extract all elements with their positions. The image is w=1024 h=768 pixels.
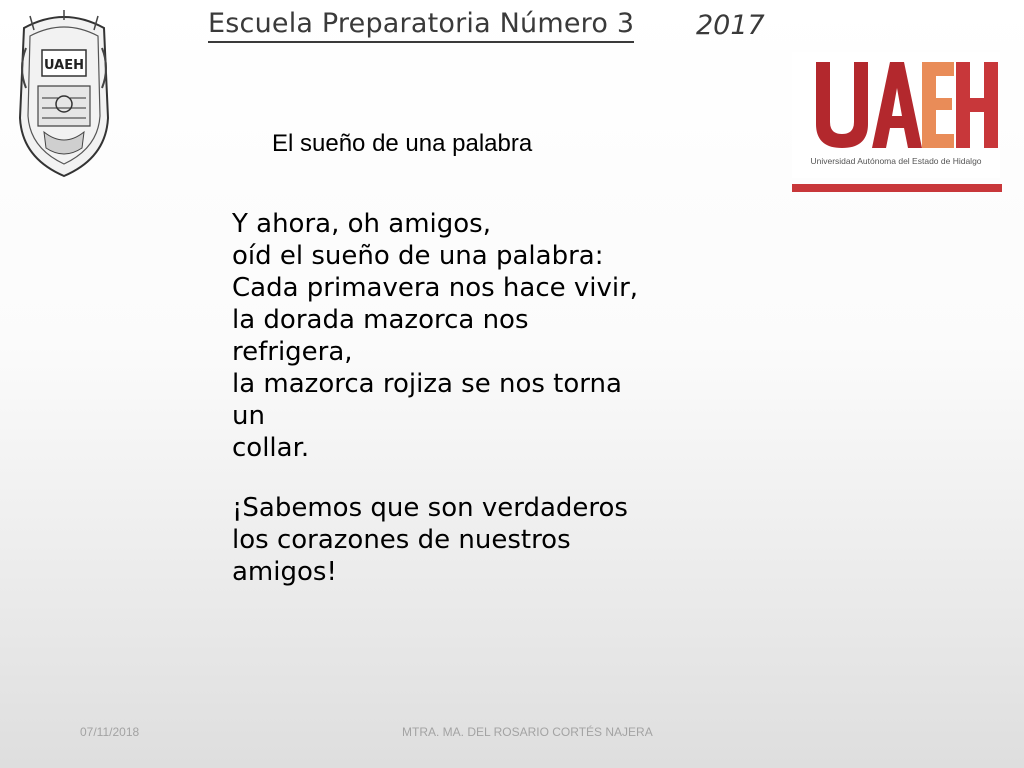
poem-body (232, 208, 652, 588)
poem-line: los corazones de nuestros (232, 525, 571, 555)
footer-date: 07/11/2018 (80, 725, 140, 739)
poem-stanza-1 (232, 208, 652, 464)
uaeh-logo (788, 52, 1004, 196)
crest-icon (12, 8, 116, 180)
slide-heading: El sueño de una palabra (272, 130, 533, 157)
uaeh-red-bar (792, 184, 1002, 192)
poem-line: la dorada mazorca nos refrigera, (232, 305, 529, 367)
poem-line: amigos! (232, 557, 337, 587)
school-title: Escuela Preparatoria Número 3 (208, 8, 634, 43)
poem-stanza-2 (232, 492, 652, 588)
school-crest-logo (12, 8, 116, 180)
footer-author: MTRA. MA. DEL ROSARIO CORTÉS NAJERA (402, 725, 653, 739)
crest-text: UAEH (44, 58, 84, 73)
year-label: 2017 (696, 10, 765, 41)
poem-line: ¡Sabemos que son verdaderos (232, 493, 628, 523)
poem-line: Y ahora, oh amigos, (232, 209, 491, 239)
poem-line: collar. (232, 433, 310, 463)
poem-line: oíd el sueño de una palabra: (232, 241, 604, 271)
poem-line: la mazorca rojiza se nos torna un (232, 369, 622, 431)
poem-line: Cada primavera nos hace vivir, (232, 273, 639, 303)
uaeh-subtitle: Universidad Autónoma del Estado de Hidalgo (810, 156, 982, 166)
